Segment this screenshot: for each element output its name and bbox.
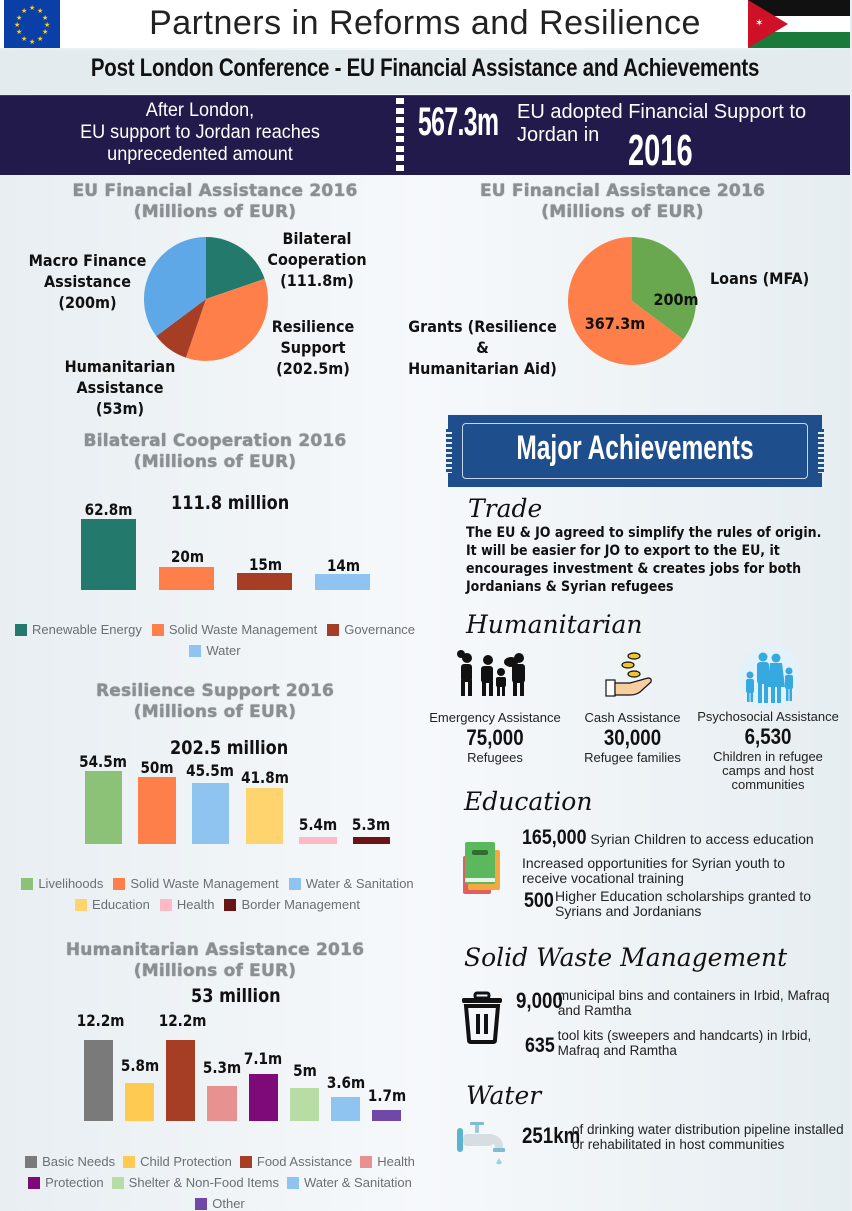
eu-flag-icon: ★ ★ ★ ★ ★ ★ ★ ★ ★ ★ ★ ★: [4, 0, 60, 48]
bar-water-sanitation: [192, 783, 229, 844]
family-icon: [737, 645, 801, 709]
bar-solid-waste: [159, 567, 214, 590]
label-humanitarian: Humanitarian Assistance (53m): [64, 357, 176, 418]
bar-basic-needs: [84, 1040, 113, 1121]
bar-renewable-energy: [81, 519, 136, 590]
humanitarian-legend: [0, 1154, 440, 1211]
page-title: Partners in Reforms and Resilience: [149, 4, 701, 42]
bar-protection: [249, 1074, 278, 1121]
banner-right-text: EU adopted Financial Support to Jordan in: [517, 101, 807, 146]
legend-item: Protection: [28, 1175, 104, 1190]
trade-text: The EU & JO agreed to simplify the rules of origin. It will be easier for JO to export to the EU, it encourages investment & creates jobs for both Jordanians & Syrian refugees: [466, 525, 822, 595]
banner-year: 2016: [628, 126, 693, 175]
waste-line-2: 635 tool kits (sweepers and handcarts) in Irbid, Mafraq and Ramtha: [525, 1028, 812, 1058]
bar-water-sanitation: [331, 1097, 360, 1121]
legend-item: Child Protection: [123, 1154, 232, 1169]
education-heading: Education: [464, 787, 593, 816]
humanitarian-heading: Humanitarian: [466, 610, 643, 639]
refugees-icon: [455, 650, 535, 698]
label-macro: Macro Finance Assistance (200m): [28, 251, 147, 312]
bar-livelihoods: [85, 771, 122, 844]
label-bilateral: Bilateral Cooperation (111.8m): [267, 229, 367, 290]
legend-item: Health: [160, 897, 215, 912]
humanitarian-chart-title: Humanitarian Assistance 2016 (Millions of EUR): [65, 940, 365, 981]
water-heading: Water: [466, 1081, 542, 1110]
education-line-3: 500 Higher Education scholarships granted to Syrians and Jordanians: [524, 888, 812, 919]
grants-label: Grants (Resilience & Humanitarian Aid): [408, 317, 557, 378]
bar-education: [246, 788, 283, 844]
bar-solid-waste: [138, 777, 176, 844]
legend-item: Education: [75, 897, 150, 912]
humanitarian-total: 53 million: [191, 985, 281, 1007]
books-icon: [462, 840, 502, 896]
legend-item: Water & Sanitation: [289, 876, 414, 891]
education-line-1: 165,000 Syrian Children to access education: [522, 826, 814, 849]
legend-item: Border Management: [224, 897, 360, 912]
education-line-2: Increased opportunities for Syrian youth to receive vocational training: [522, 855, 786, 886]
grants-value: 367.3m: [584, 314, 646, 333]
water-tap-icon: [455, 1120, 515, 1170]
legend-item: Livelihoods: [21, 876, 103, 891]
loans-value: 200m: [653, 290, 699, 309]
bar-water: [315, 574, 370, 590]
bilateral-chart-title: Bilateral Cooperation 2016 (Millions of EUR): [83, 431, 347, 472]
waste-heading: Solid Waste Management: [464, 943, 788, 972]
pie2-title: EU Financial Assistance 2016 (Millions of EUR): [479, 181, 766, 222]
resilience-total: 202.5 million: [170, 737, 289, 759]
label-resilience: Resilience Support (202.5m): [271, 317, 355, 378]
bilateral-legend: [10, 622, 420, 658]
jordan-flag-icon: ✶: [748, 0, 850, 48]
bar-other: [372, 1110, 401, 1121]
trash-bin-icon: [460, 992, 504, 1044]
stat-emergency: Emergency Assistance 75,000 Refugees: [429, 710, 561, 765]
legend-item: Governance: [327, 622, 415, 637]
page-subtitle: Post London Conference - EU Financial Assistance and Achievements: [90, 54, 760, 82]
bar-governance: [237, 573, 292, 590]
cash-hand-icon: [604, 650, 656, 698]
loans-label: Loans (MFA): [710, 269, 810, 288]
total-amount: 567.3m: [418, 100, 499, 144]
bar-shelter: [290, 1088, 319, 1121]
bar-health: [299, 837, 337, 844]
bar-health: [207, 1086, 237, 1121]
banner-left-text: After London, EU support to Jordan reaches unprecedented amount: [80, 100, 320, 165]
resilience-legend: [15, 876, 420, 912]
bilateral-total: 111.8 million: [171, 492, 290, 514]
legend-item: Food Assistance: [240, 1154, 352, 1169]
dotted-divider: [396, 98, 408, 172]
stat-cash: Cash Assistance 30,000 Refugee families: [584, 710, 681, 765]
pie-chart-by-type: [143, 236, 269, 362]
achievements-ribbon: [448, 415, 822, 487]
legend-item: Shelter & Non-Food Items: [112, 1175, 279, 1190]
bar-child-protection: [125, 1083, 154, 1121]
water-line: 251km of drinking water distribution pipeline installed or rehabilitated in host communities: [522, 1122, 844, 1152]
stat-psychosocial: Psychosocial Assistance 6,530 Children in refugee camps and host communities: [697, 709, 839, 792]
achievements-title: Major Achievements: [516, 429, 754, 467]
bar-border-management: [353, 837, 390, 844]
resilience-chart-title: Resilience Support 2016 (Millions of EUR): [95, 681, 335, 722]
legend-item: Solid Waste Management: [113, 876, 278, 891]
trade-heading: Trade: [468, 494, 543, 523]
legend-item: Other: [195, 1196, 245, 1211]
waste-line-1: 9,000 municipal bins and containers in Irbid, Mafraq and Ramtha: [516, 988, 830, 1018]
legend-item: Health: [360, 1154, 415, 1169]
legend-item: Water & Sanitation: [287, 1175, 412, 1190]
legend-item: Water: [189, 643, 240, 658]
bar-food-assistance: [166, 1040, 195, 1121]
pie1-title: EU Financial Assistance 2016 (Millions of EUR): [72, 181, 358, 222]
legend-item: Solid Waste Management: [152, 622, 317, 637]
legend-item: Basic Needs: [25, 1154, 115, 1169]
legend-item: Renewable Energy: [15, 622, 142, 637]
